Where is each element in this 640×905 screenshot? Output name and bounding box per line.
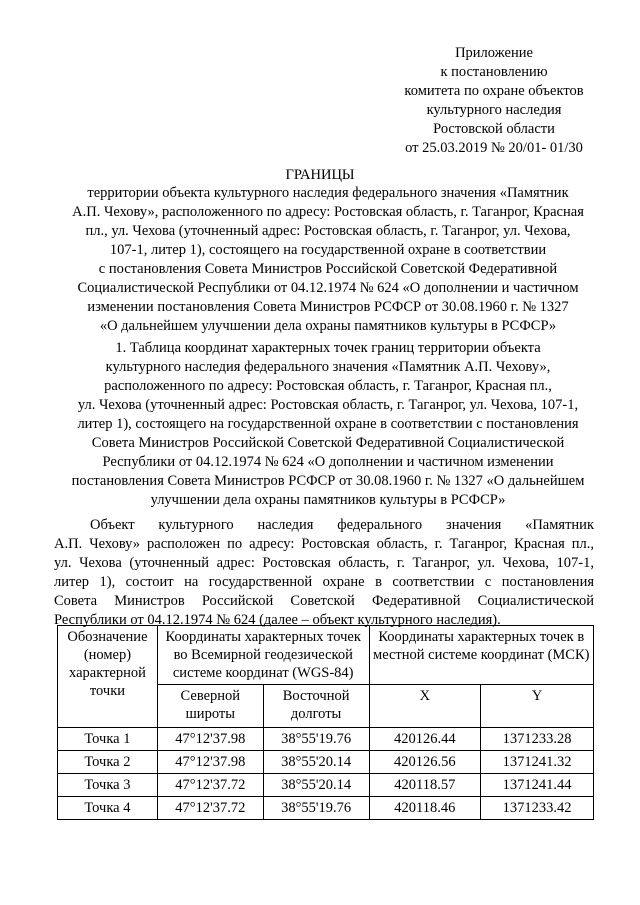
appendix-line: культурного наследия	[426, 102, 562, 118]
cell-x: 420118.46	[369, 797, 481, 820]
section-line: расположенного по адресу: Ростовская область, г. Таганрог, Красная пл.,	[104, 378, 552, 394]
cell-lon: 38°55'20.14	[263, 774, 369, 797]
cell-point: Точка 3	[58, 774, 158, 797]
intro-line: изменении постановления Совета Министров РСФСР от 30.08.1960 г. № 1327	[87, 299, 569, 315]
object-paragraph	[54, 516, 594, 630]
cell-x: 420126.44	[369, 728, 481, 751]
cell-lat: 47°12'37.98	[157, 728, 263, 751]
header-x: X	[369, 685, 481, 728]
cell-lat: 47°12'37.98	[157, 751, 263, 774]
section-line: Республики от 04.12.1974 № 624 «О дополнении и частичном изменении	[102, 454, 554, 470]
cell-y: 1371241.32	[481, 751, 594, 774]
cell-lon: 38°55'19.76	[263, 797, 369, 820]
paragraph-line: А.П. Чехову» расположен по адресу: Ростовская область, г. Таганрог, Красная пл.,	[54, 536, 594, 552]
table-row	[58, 797, 594, 820]
cell-y: 1371241.44	[481, 774, 594, 797]
coordinates-table	[57, 625, 594, 820]
cell-x: 420118.57	[369, 774, 481, 797]
document-title: ГРАНИЦЫ	[285, 167, 355, 183]
table-row	[58, 774, 594, 797]
header-wgs: Координаты характерных точек во Всемирной геодезической системе координат (WGS-84)	[157, 626, 369, 685]
section-line: постановления Совета Министров РСФСР от 30.08.1960 г. № 1327 «О дальнейшем	[71, 473, 585, 489]
intro-line: Социалистической Республики от 04.12.1974 № 624 «О дополнении и частичном	[77, 280, 579, 296]
appendix-block	[380, 44, 608, 158]
header-msk: Координаты характерных точек в местной системе координат (МСК)	[369, 626, 594, 685]
cell-point: Точка 2	[58, 751, 158, 774]
paragraph-line: Объект культурного наследия федерального значения «Памятник	[90, 517, 594, 533]
header-y: Y	[481, 685, 594, 728]
paragraph-line: Республики от 04.12.1974 № 624 (далее – объект культурного наследия).	[54, 612, 501, 628]
cell-lat: 47°12'37.72	[157, 797, 263, 820]
cell-point: Точка 1	[58, 728, 158, 751]
paragraph-line: ул. Чехова (уточненный адрес: Ростовская область, г. Таганрог, ул. Чехова, 107-1,	[54, 555, 594, 571]
appendix-line: Ростовской области	[433, 121, 555, 137]
cell-x: 420126.56	[369, 751, 481, 774]
table-row	[58, 728, 594, 751]
section-line: Совета Министров Российской Советской Федеративной Социалистической	[91, 435, 565, 451]
appendix-line: к постановлению	[440, 64, 548, 80]
intro-line: 107-1, литер 1), состоящего на государственной охране в соответствии	[109, 242, 547, 258]
intro-line: «О дальнейшем улучшении дела охраны памятников культуры в РСФСР»	[99, 318, 557, 334]
cell-lat: 47°12'37.72	[157, 774, 263, 797]
section-1-heading	[48, 339, 608, 510]
intro-line: с постановления Совета Министров Российской Советской Федеративной	[98, 261, 558, 277]
header-north: Северной широты	[157, 685, 263, 728]
section-line: улучшении дела охраны памятников культуры в РСФСР»	[150, 492, 506, 508]
cell-point: Точка 4	[58, 797, 158, 820]
cell-y: 1371233.28	[481, 728, 594, 751]
table-row	[58, 751, 594, 774]
intro-line: пл., ул. Чехова (уточненный адрес: Ростовская область, г. Таганрог, ул. Чехова,	[85, 223, 571, 239]
paragraph-line: литер 1), состоит на государственной охране в соответствии с постановления	[54, 574, 594, 590]
section-line: 1. Таблица координат характерных точек границ территории объекта	[115, 340, 541, 356]
header-point: Обозначение (номер) характерной точки	[58, 626, 158, 728]
section-line: культурного наследия федерального значения «Памятник А.П. Чехову»,	[105, 359, 551, 375]
intro-line: территории объекта культурного наследия федерального значения «Памятник	[87, 185, 569, 201]
cell-lon: 38°55'19.76	[263, 728, 369, 751]
intro-line: А.П. Чехову», расположенного по адресу: Ростовская область, г. Таганрог, Красная	[72, 204, 584, 220]
table-header-row	[58, 626, 594, 685]
header-east: Восточной долготы	[263, 685, 369, 728]
section-line: ул. Чехова (уточненный адрес: Ростовская область, г. Таганрог, ул. Чехова, 107-1,	[77, 397, 579, 413]
cell-y: 1371233.42	[481, 797, 594, 820]
intro-text	[48, 184, 608, 336]
appendix-line: Приложение	[455, 45, 533, 61]
section-line: литер 1), состоящего на государственной охране в соответствии с постановления	[77, 416, 579, 432]
paragraph-line: Совета Министров Российской Советской Федеративной Социалистической	[54, 593, 594, 609]
appendix-line: от 25.03.2019 № 20/01- 01/30	[405, 140, 583, 156]
appendix-line: комитета по охране объектов	[404, 83, 584, 99]
cell-lon: 38°55'20.14	[263, 751, 369, 774]
